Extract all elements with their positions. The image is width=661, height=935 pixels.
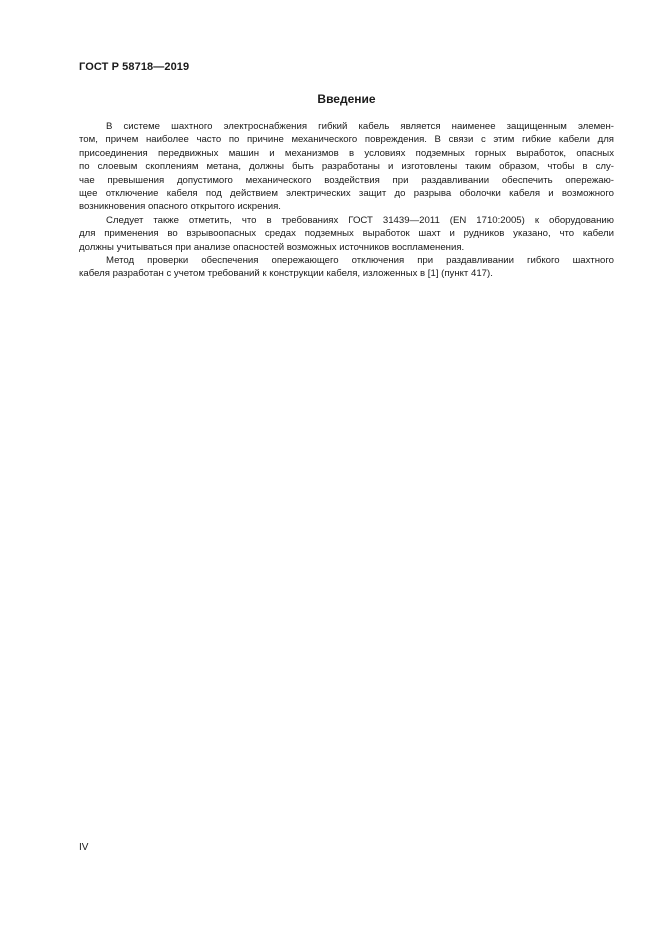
paragraph-method [79, 254, 614, 281]
page-number: IV [79, 842, 89, 853]
paragraph-line: по слоевым скоплениям метана, должны быть разработаны и изготовлены таким образом, чтобы в слу- [79, 161, 614, 173]
paragraph-line: щее отключение кабеля под действием электрических защит до разрыва оболочки кабеля и возможного [79, 187, 614, 199]
paragraph-line: кабеля разработан с учетом требований к конструкции кабеля, изложенных в [1] (пункт 417). [79, 268, 493, 280]
paragraph-line: для применения во взрывоопасных средах подземных выработок шахт и рудников указано, что кабели [79, 228, 614, 240]
standard-designation: ГОСТ Р 58718—2019 [79, 61, 190, 73]
paragraph-standard-reference [79, 214, 614, 254]
paragraph-line: чае превышения допустимого механического воздействия при раздавливании обеспечить опережаю- [79, 174, 614, 186]
paragraph-line: возникновения опасного открытого искрения. [79, 201, 281, 213]
paragraph-intro [79, 120, 614, 214]
paragraph-line: присоединения передвижных машин и механизмов в условиях подземных горных выработок, опасных [79, 147, 614, 159]
paragraph-line: Метод проверки обеспечения опережающего отключения при раздавливании гибкого шахтного [106, 254, 614, 266]
section-title: Введение [317, 92, 376, 106]
paragraph-line: В системе шахтного электроснабжения гибкий кабель является наименее защищенным элемен- [106, 121, 614, 132]
paragraph-line: Следует также отметить, что в требованиях ГОСТ 31439—2011 (EN 1710:2005) к оборудованию [106, 214, 614, 226]
paragraph-line: должны учитываться при анализе опасностей возможных источников воспламенения. [79, 241, 465, 253]
paragraph-line: том, причем наиболее часто по причине механического повреждения. В связи с этим гибкие кабели для [79, 134, 614, 146]
body-text [79, 120, 614, 281]
